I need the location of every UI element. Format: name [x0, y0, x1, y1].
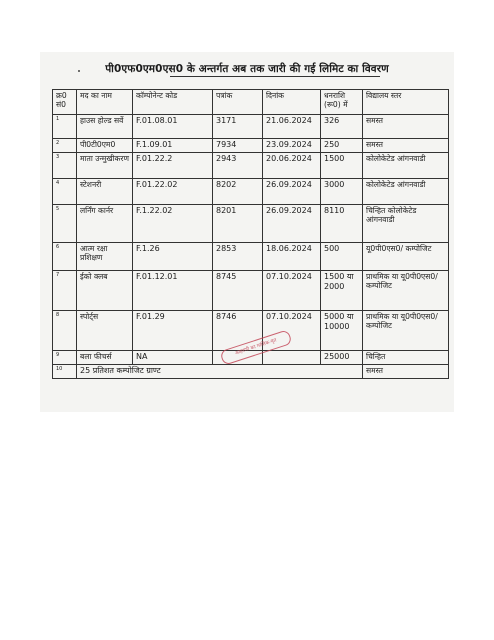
row-serial-no: 1 [53, 115, 77, 139]
scanned-document [40, 52, 454, 412]
row-letter-no: 7934 [213, 139, 263, 153]
row-date: 20.06.2024 [263, 153, 321, 179]
row-school-level: समस्त [363, 139, 449, 153]
row-component-code: F.1.22.02 [133, 205, 213, 243]
row-serial-no: 10 [53, 365, 77, 379]
row-item-name: आत्म रक्षा प्रशिक्षण [77, 243, 133, 271]
row-date: 26.09.2024 [263, 205, 321, 243]
row-school-level: चिन्हित [363, 351, 449, 365]
row-component-code: F.01.22.02 [133, 179, 213, 205]
row-serial-no: 8 [53, 311, 77, 351]
table-row [53, 365, 449, 379]
row-letter-no: 2853 [213, 243, 263, 271]
row-serial-no: 4 [53, 179, 77, 205]
row-letter-no: 8745 [213, 271, 263, 311]
row-item-name: स्टेशनरी [77, 179, 133, 205]
row-item-name: हाउस होल्ड सर्वे [77, 115, 133, 139]
row-letter-no: 8201 [213, 205, 263, 243]
row-component-code: F.1.26 [133, 243, 213, 271]
table-row [53, 139, 449, 153]
row-serial-no: 3 [53, 153, 77, 179]
row-date: 18.06.2024 [263, 243, 321, 271]
row-school-level: चिन्हित कोलोकेटेड आंगनवाडी [363, 205, 449, 243]
row-amount: 1500 [321, 153, 363, 179]
row-amount: 1500 या 2000 [321, 271, 363, 311]
row-school-level: समस्त [363, 115, 449, 139]
row-date: 21.06.2024 [263, 115, 321, 139]
limit-details-table [52, 89, 449, 379]
header-item-name: मद का नाम [77, 90, 133, 115]
row-amount: 25000 [321, 351, 363, 365]
row-item-name: माता उन्मुखीकरण [77, 153, 133, 179]
ink-stamp: आहरणी का मासिक-वृत [219, 329, 292, 366]
header-letter-no: पत्रांक [213, 90, 263, 115]
row-school-level: प्राथमिक या यू0पी0एस0/ कम्पोजिट [363, 311, 449, 351]
row-amount: 3000 [321, 179, 363, 205]
table-row [53, 115, 449, 139]
row-serial-no: 6 [53, 243, 77, 271]
scan-speck [78, 70, 80, 72]
row-school-level: कोलोकेटेड आंगनवाडी [363, 179, 449, 205]
row-date: 26.09.2024 [263, 179, 321, 205]
table-row [53, 179, 449, 205]
row-serial-no: 2 [53, 139, 77, 153]
table-row [53, 243, 449, 271]
row-component-code: F.1.09.01 [133, 139, 213, 153]
header-school-level: विद्यालय स्तर [363, 90, 449, 115]
row-letter-no: 2943 [213, 153, 263, 179]
row-item-name: बला फीचर्स [77, 351, 133, 365]
row-component-code: F.01.08.01 [133, 115, 213, 139]
row-letter-no: 3171 [213, 115, 263, 139]
header-date: दिनांक [263, 90, 321, 115]
row-letter-no: 8202 [213, 179, 263, 205]
row-item-name: ईको क्लब [77, 271, 133, 311]
row-amount: 250 [321, 139, 363, 153]
header-serial-no: क्र0 सं0 [53, 90, 77, 115]
row-serial-no: 7 [53, 271, 77, 311]
table-row [53, 205, 449, 243]
row-component-code: F.01.29 [133, 311, 213, 351]
row-component-code: F.01.22.2 [133, 153, 213, 179]
row-school-level: समस्त [363, 365, 449, 379]
table-row [53, 153, 449, 179]
header-amount: धनराशि (रू0) में [321, 90, 363, 115]
row-serial-no: 5 [53, 205, 77, 243]
row-school-level: कोलोकेटेड आंगनवाडी [363, 153, 449, 179]
row-school-level: यू0पी0एस0/ कम्पोजिट [363, 243, 449, 271]
header-component-code: कॉम्पोनेन्ट कोड [133, 90, 213, 115]
row-component-code: F.01.12.01 [133, 271, 213, 311]
row-amount: 8110 [321, 205, 363, 243]
title-underline [170, 76, 380, 77]
row-item-name: लर्निंग कार्नर [77, 205, 133, 243]
row-date: 23.09.2024 [263, 139, 321, 153]
row-school-level: प्राथमिक या यू0पी0एस0/ कम्पोजिट [363, 271, 449, 311]
table-header-row [53, 90, 449, 115]
row-amount: 500 [321, 243, 363, 271]
row-letter-no: 8746 [213, 311, 263, 351]
row-amount: 326 [321, 115, 363, 139]
row-date [263, 351, 321, 365]
row-amount: 5000 या 10000 [321, 311, 363, 351]
table-row [53, 271, 449, 311]
row-composite-grant: 25 प्रतिशत कम्पोजिट ग्राण्ट [77, 365, 363, 379]
row-date: 07.10.2024 [263, 271, 321, 311]
row-serial-no: 9 [53, 351, 77, 365]
document-title: पी0एफ0एम0एस0 के अन्तर्गत अब तक जारी की गई लिमिट का विवरण [105, 63, 389, 75]
row-date: 07.10.2024 [263, 311, 321, 351]
row-item-name: स्पोर्ट्स [77, 311, 133, 351]
row-item-name: पी0टी0एम0 [77, 139, 133, 153]
row-component-code: NA [133, 351, 213, 365]
